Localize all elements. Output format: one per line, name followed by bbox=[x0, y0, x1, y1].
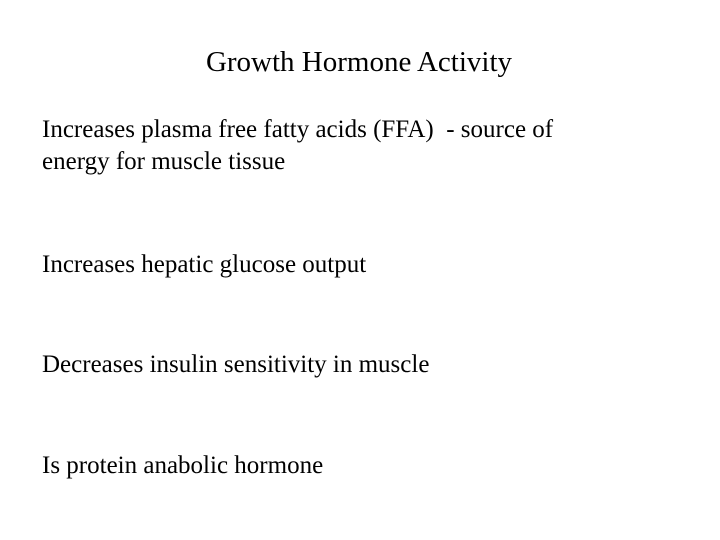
bullet-point-ffa bbox=[42, 114, 682, 178]
bullet-point-line: Increases hepatic glucose output bbox=[42, 251, 367, 278]
bullet-point-glucose bbox=[42, 249, 682, 281]
bullet-point-protein bbox=[42, 450, 682, 482]
bullet-point-insulin bbox=[42, 349, 682, 381]
slide-title: Growth Hormone Activity bbox=[205, 46, 513, 78]
bullet-point-line: Decreases insulin sensitivity in muscle bbox=[42, 351, 430, 378]
bullet-point-line: energy for muscle tissue bbox=[42, 148, 286, 175]
bullet-point-line: Increases plasma free fatty acids (FFA) - source of bbox=[42, 116, 554, 143]
bullet-point-line: Is protein anabolic hormone bbox=[42, 452, 324, 479]
